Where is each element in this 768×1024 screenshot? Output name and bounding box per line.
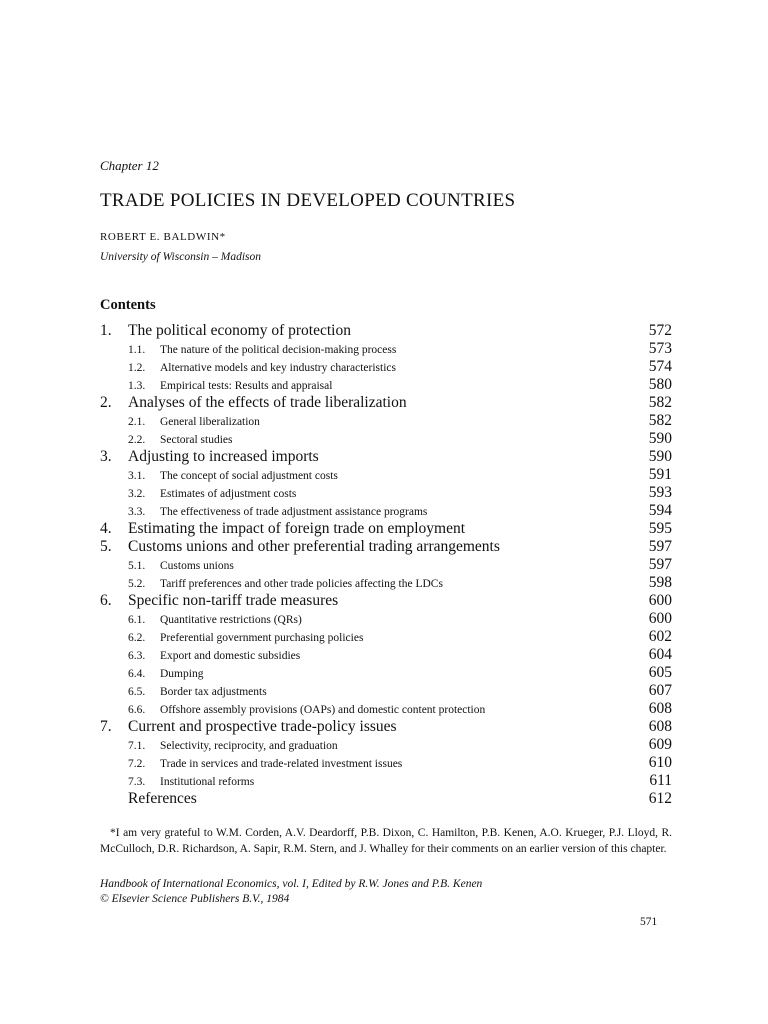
- toc-entry-label: Analyses of the effects of trade liberalization: [128, 394, 407, 411]
- source-citation: [100, 877, 482, 907]
- toc-entry-page: 610: [648, 754, 672, 771]
- toc-entry-label: The concept of social adjustment costs: [160, 470, 338, 482]
- toc-entry: [100, 358, 672, 376]
- table-of-contents: [100, 322, 672, 808]
- toc-entry-number: 3.2.: [128, 488, 146, 500]
- author-affiliation: University of Wisconsin – Madison: [100, 251, 261, 263]
- toc-entry-label: Selectivity, reciprocity, and graduation: [160, 740, 338, 752]
- chapter-label: Chapter 12: [100, 158, 159, 173]
- toc-entry-page: 597: [648, 538, 672, 555]
- contents-heading: Contents: [100, 297, 156, 313]
- page-number: 571: [640, 916, 658, 928]
- toc-entry-label: Empirical tests: Results and appraisal: [160, 380, 333, 392]
- toc-entry-page: 594: [648, 502, 672, 519]
- toc-entry: [100, 574, 672, 592]
- toc-entry-label: Specific non-tariff trade measures: [128, 592, 339, 609]
- toc-entry-page: 597: [648, 556, 672, 573]
- toc-entry-number: 6.4.: [128, 668, 146, 680]
- toc-entry-label: General liberalization: [160, 416, 260, 428]
- toc-entry: [100, 412, 672, 430]
- toc-entry-page: 593: [648, 484, 672, 501]
- toc-entry-page: 608: [648, 718, 672, 735]
- toc-entry-page: 611: [649, 772, 672, 789]
- toc-entry-page: 572: [648, 322, 672, 339]
- toc-entry-number: 6.: [100, 592, 112, 609]
- toc-entry-label: Preferential government purchasing policies: [160, 632, 364, 644]
- toc-entry: [100, 538, 672, 556]
- toc-entry-number: 5.1.: [128, 560, 146, 572]
- toc-entry-page: 607: [648, 682, 672, 699]
- toc-entry: [100, 682, 672, 700]
- toc-entry-label: Border tax adjustments: [160, 686, 267, 698]
- toc-entry-page: 573: [648, 340, 672, 357]
- toc-entry-label: The nature of the political decision-making process: [160, 344, 397, 356]
- toc-entry-label: References: [128, 790, 197, 807]
- toc-entry-page: 591: [648, 466, 672, 483]
- toc-entry: [100, 376, 672, 394]
- toc-entry: [100, 700, 672, 718]
- toc-entry-number: 2.: [100, 394, 112, 411]
- toc-entry-label: Institutional reforms: [160, 776, 255, 788]
- toc-entry: [100, 790, 672, 808]
- toc-entry-label: Offshore assembly provisions (OAPs) and domestic content protection: [160, 704, 486, 716]
- toc-entry-number: 4.: [100, 520, 112, 537]
- toc-entry-number: 2.1.: [128, 416, 146, 428]
- toc-entry-page: 598: [648, 574, 672, 591]
- acknowledgement-footnote: *I am very grateful to W.M. Corden, A.V. Deardorff, P.B. Dixon, C. Hamilton, P.B. Kenen, A.O. Krueger, P.J. Lloyd, R. McCulloch, D.R. Richardson, A. Sapir, R.M. Stern, and J. Whalley for their comments on an earlier version of this chapter.: [100, 827, 672, 855]
- toc-entry: [100, 340, 672, 358]
- toc-entry: [100, 502, 672, 520]
- toc-entry-number: 3.3.: [128, 506, 146, 518]
- toc-entry-label: Adjusting to increased imports: [128, 448, 319, 465]
- toc-entry: [100, 322, 672, 340]
- toc-entry-label: Estimating the impact of foreign trade on employment: [128, 520, 466, 537]
- toc-entry: [100, 394, 672, 412]
- toc-entry-number: 5.2.: [128, 578, 146, 590]
- toc-entry-page: 580: [648, 376, 672, 393]
- toc-entry-number: 1.: [100, 322, 112, 339]
- toc-entry-page: 602: [648, 628, 672, 645]
- toc-entry-page: 595: [648, 520, 672, 537]
- toc-entry: [100, 718, 672, 736]
- toc-entry-number: 1.2.: [128, 362, 146, 374]
- toc-entry-page: 608: [648, 700, 672, 717]
- toc-entry-number: 6.3.: [128, 650, 146, 662]
- toc-entry-label: Current and prospective trade-policy issues: [128, 718, 397, 735]
- toc-entry: [100, 556, 672, 574]
- toc-entry-page: 582: [648, 394, 672, 411]
- toc-entry: [100, 754, 672, 772]
- toc-entry-number: 7.1.: [128, 740, 146, 752]
- toc-entry-label: Tariff preferences and other trade policies affecting the LDCs: [160, 578, 443, 590]
- toc-entry-page: 609: [648, 736, 672, 753]
- toc-entry-number: 3.: [100, 448, 112, 465]
- toc-entry-label: Dumping: [160, 668, 204, 680]
- toc-entry-number: 7.2.: [128, 758, 146, 770]
- toc-entry: [100, 448, 672, 466]
- toc-entry-number: 3.1.: [128, 470, 146, 482]
- toc-entry: [100, 772, 672, 790]
- toc-entry-page: 604: [648, 646, 672, 663]
- source-line-2: © Elsevier Science Publishers B.V., 1984: [100, 893, 290, 905]
- toc-entry-number: 2.2.: [128, 434, 146, 446]
- toc-entry: [100, 628, 672, 646]
- toc-entry-number: 6.2.: [128, 632, 146, 644]
- toc-entry-page: 574: [648, 358, 672, 375]
- toc-entry-label: Export and domestic subsidies: [160, 650, 301, 662]
- toc-entry-number: 6.5.: [128, 686, 146, 698]
- toc-entry-label: Customs unions: [160, 560, 234, 572]
- toc-entry-label: Trade in services and trade-related investment issues: [160, 758, 403, 770]
- toc-entry-number: 5.: [100, 538, 112, 555]
- toc-entry: [100, 466, 672, 484]
- toc-entry-page: 582: [648, 412, 672, 429]
- toc-entry-label: Alternative models and key industry characteristics: [160, 362, 396, 374]
- toc-entry-label: The political economy of protection: [128, 322, 351, 339]
- toc-entry-number: 1.3.: [128, 380, 146, 392]
- toc-entry-label: Quantitative restrictions (QRs): [160, 614, 302, 626]
- toc-entry: [100, 736, 672, 754]
- source-line-1: Handbook of International Economics, vol. I, Edited by R.W. Jones and P.B. Kenen: [100, 878, 483, 890]
- toc-entry-number: 7.3.: [128, 776, 146, 788]
- toc-entry: [100, 484, 672, 502]
- toc-entry: [100, 592, 672, 610]
- toc-entry: [100, 430, 672, 448]
- toc-entry: [100, 610, 672, 628]
- toc-entry: [100, 664, 672, 682]
- toc-entry-number: 1.1.: [128, 344, 146, 356]
- toc-entry-page: 605: [648, 664, 672, 681]
- chapter-title: TRADE POLICIES IN DEVELOPED COUNTRIES: [100, 190, 516, 211]
- toc-entry: [100, 646, 672, 664]
- toc-entry: [100, 520, 672, 538]
- toc-entry-page: 600: [648, 592, 672, 609]
- toc-entry-label: Customs unions and other preferential trading arrangements: [128, 538, 500, 555]
- toc-entry-page: 600: [648, 610, 672, 627]
- toc-entry-page: 612: [648, 790, 672, 807]
- toc-entry-page: 590: [648, 430, 672, 447]
- author-name: ROBERT E. BALDWIN*: [100, 231, 226, 243]
- toc-entry-number: 6.1.: [128, 614, 146, 626]
- toc-entry-number: 6.6.: [128, 704, 146, 716]
- toc-entry-label: The effectiveness of trade adjustment assistance programs: [160, 506, 428, 518]
- toc-entry-label: Estimates of adjustment costs: [160, 488, 297, 500]
- toc-entry-number: 7.: [100, 718, 112, 735]
- toc-entry-page: 590: [648, 448, 672, 465]
- toc-entry-label: Sectoral studies: [160, 434, 233, 446]
